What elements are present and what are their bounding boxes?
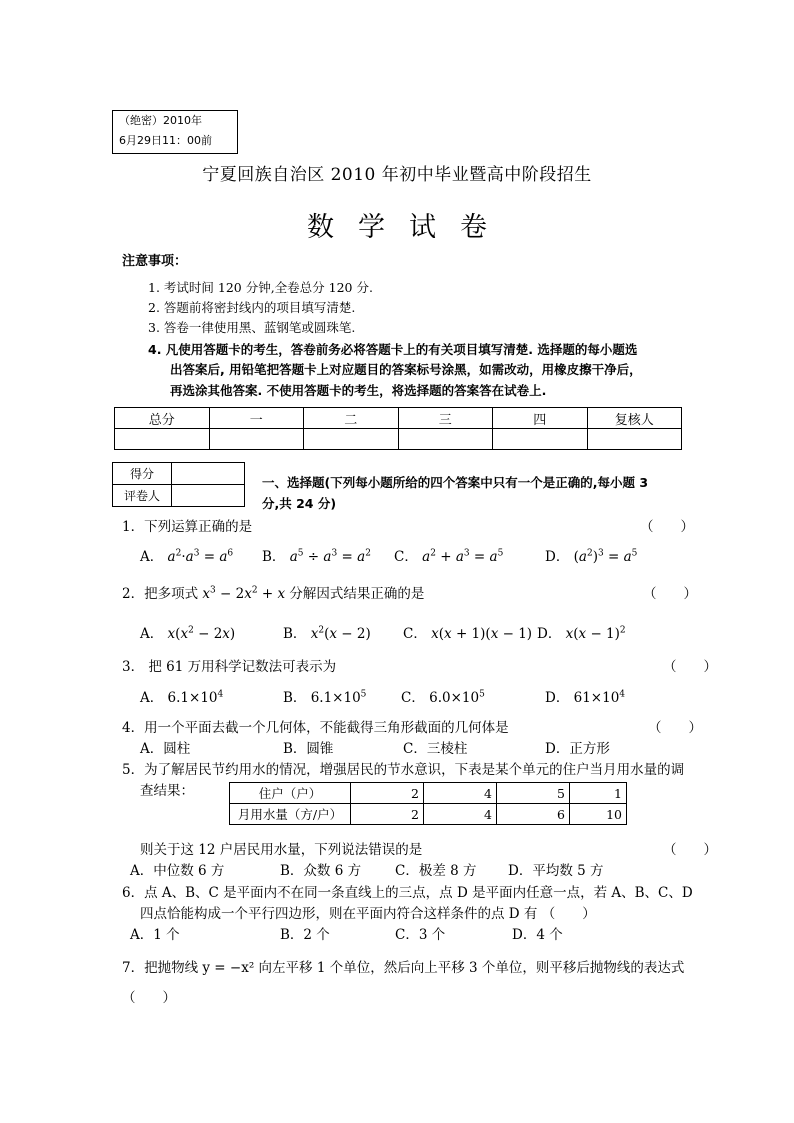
score-cell: [587, 429, 682, 450]
question-5-stem: 5．为了解居民节约用水的情况，增强居民的节水意识，下表是某个单元的住户当月用水量的调: [122, 762, 685, 778]
question-6-option-b: B．2 个: [280, 927, 330, 943]
question-1-stem: 1．下列运算正确的是: [122, 519, 253, 535]
question-3-option-c: C． $6.0\times 10^5$: [401, 689, 485, 706]
confidential-line-2: 6月29日11：00前: [119, 134, 212, 147]
exam-title: 宁夏回族自治区 2010 年初中毕业暨高中阶段招生: [202, 165, 592, 185]
score-cell: [115, 429, 210, 450]
question-1-option-b: B． $a^5 \div a^3 = a^2$: [262, 548, 371, 565]
question-4-option-d: D．正方形: [545, 741, 610, 757]
table-row: [230, 804, 627, 825]
table-row: [115, 429, 682, 450]
score-header-2: 二: [304, 408, 399, 429]
notice-item-3: 3. 答卷一律使用黑、蓝钢笔或圆珠笔.: [148, 320, 356, 335]
question-6-option-a: A．1 个: [130, 927, 180, 943]
notice-heading: 注意事项：: [122, 254, 188, 269]
question-6-stem: 6．点 A、B、C 是平面内不在同一条直线上的三点，点 D 是平面内任意一点，若 A、B、C、D: [122, 885, 693, 901]
question-5-paren: （ ）: [663, 842, 717, 858]
question-5-option-c: C．极差 8 方: [395, 863, 477, 879]
grader-table: [112, 462, 245, 507]
question-3-option-a: A． $6.1\times 10^4$: [140, 689, 224, 706]
question-1-option-c: C． $a^2 + a^3 = a^5$: [394, 548, 504, 565]
households-label: 住户（户）: [230, 783, 351, 804]
question-7-paren: （ ）: [122, 990, 176, 1006]
score-header-reviewer: 复核人: [587, 408, 682, 429]
question-3-option-d: D． $61\times 10^4$: [545, 689, 626, 706]
notice-item-2: 2. 答题前将密封线内的项目填写清楚.: [148, 300, 356, 315]
score-value-cell: [172, 463, 245, 485]
water-usage-table: [229, 782, 627, 825]
water-usage-label: 月用水量（方/户）: [230, 804, 351, 825]
question-5-option-b: B．众数 6 方: [280, 863, 362, 879]
grader-value-cell: [172, 485, 245, 507]
question-7-stem: 7．把抛物线 y = −x² 向左平移 1 个单位，然后向上平移 3 个单位，则平移后抛物线的表达式: [122, 960, 685, 976]
score-table: [114, 407, 682, 450]
question-6-stem-cont: 四点恰能构成一个平行四边形，则在平面内符合这样条件的点 D 有 （ ）: [140, 906, 596, 922]
question-1-option-a: A． $a^2\cdot a^3 = a^6$: [140, 548, 234, 565]
confidential-line-1: （绝密）2010年: [119, 114, 202, 127]
notice-item-4-cont-1: 出答案后, 用铅笔把答题卡上对应题目的答案标号涂黑，如需改动，用橡皮擦干净后，: [170, 362, 642, 377]
question-2-option-a: A． $x(x^2 - 2x)$: [140, 625, 236, 642]
question-3-paren: （ ）: [663, 659, 717, 675]
score-header-total: 总分: [115, 408, 210, 429]
question-2-paren: （ ）: [643, 586, 697, 602]
score-cell: [304, 429, 399, 450]
question-4-paren: （ ）: [648, 720, 702, 736]
question-5-option-a: A．中位数 6 方: [130, 863, 225, 879]
table-row: [113, 485, 245, 507]
score-cell: [209, 429, 304, 450]
question-5-stem-2: 则关于这 12 户居民用水量，下列说法错误的是: [140, 842, 423, 858]
table-row: [115, 408, 682, 429]
score-cell: [493, 429, 588, 450]
exam-subtitle: 数学试卷: [307, 212, 511, 243]
question-2-option-b: B． $x^2(x - 2)$: [283, 625, 371, 642]
question-2-option-c: C． x(x + 1)(x − 1): [403, 626, 533, 642]
confidential-box: [112, 110, 238, 154]
section-1-heading: 一、选择题(下列每小题所给的四个答案中只有一个是正确的,每小题 3: [262, 475, 649, 490]
table-cell: 2: [351, 804, 424, 825]
question-1-paren: （ ）: [640, 519, 694, 535]
table-cell: 6: [497, 804, 570, 825]
score-cell: [398, 429, 493, 450]
table-cell: 10: [570, 804, 627, 825]
question-2-option-d: D． $x(x - 1)^2$: [537, 625, 626, 642]
question-4-option-c: C．三棱柱: [403, 741, 468, 757]
question-1-option-d: D． $(a^2)^3 = a^5$: [545, 548, 638, 565]
section-1-heading-cont: 分,共 24 分): [262, 496, 337, 511]
question-6-option-c: C．3 个: [395, 927, 446, 943]
question-5-option-d: D．平均数 5 方: [508, 863, 604, 879]
table-cell: 1: [570, 783, 627, 804]
score-header-1: 一: [209, 408, 304, 429]
question-6-option-d: D．4 个: [512, 927, 563, 943]
notice-item-1: 1. 考试时间 120 分钟,全卷总分 120 分.: [148, 280, 373, 295]
table-cell: 2: [351, 783, 424, 804]
question-5-stem-cont: 查结果：: [140, 783, 194, 799]
question-4-option-a: A．圆柱: [140, 741, 191, 757]
grader-label: 评卷人: [113, 485, 172, 507]
table-cell: 4: [424, 783, 497, 804]
question-4-option-b: B．圆锥: [283, 741, 334, 757]
question-4-stem: 4．用一个平面去截一个几何体，不能截得三角形截面的几何体是: [122, 720, 509, 736]
table-cell: 5: [497, 783, 570, 804]
table-row: [113, 463, 245, 485]
question-3-option-b: B． $6.1\times 10^5$: [283, 689, 367, 706]
score-header-3: 三: [398, 408, 493, 429]
score-label: 得分: [113, 463, 172, 485]
notice-item-4-cont-2: 再选涂其他答案. 不使用答题卡的考生，将选择题的答案答在试卷上.: [170, 383, 547, 398]
score-header-4: 四: [493, 408, 588, 429]
question-3-stem: 3． 把 61 万用科学记数法可表示为: [122, 659, 337, 675]
table-cell: 4: [424, 804, 497, 825]
table-row: [230, 783, 627, 804]
question-2-stem: 2．把多项式 $x^3 - 2x^2 + x$ 分解因式结果正确的是: [122, 585, 425, 602]
notice-item-4: 4. 凡使用答题卡的考生，答卷前务必将答题卡上的有关项目填写清楚. 选择题的每小题选: [148, 342, 638, 357]
